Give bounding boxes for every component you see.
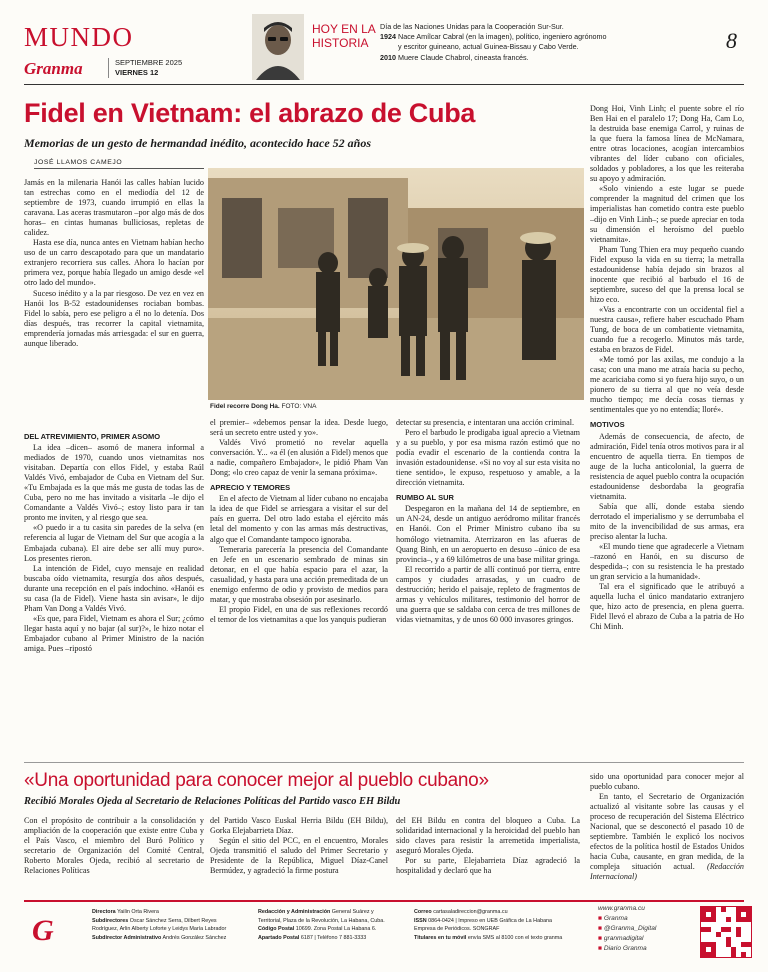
- footer-logo: G: [32, 914, 54, 947]
- paragraph: Pham Tung Thien era muy pequeño cuando Fidel expuso la vida en su tierra; la metralla estadounidense había dejado sin brazos al inocente que recibió al barbudo el 16 de septiembre, suceso del que la prensa local se hizo eco.: [590, 244, 744, 304]
- paragraph: Con el propósito de contribuir a la consolidación y ampliación de la cooperación que existe entre Cuba y el País Vasco, el miembro del Buró Político y secretario de Organización del Comité Central, Roberto Morales Ojeda, recibió al secretario de Relaciones Políticas: [24, 816, 204, 876]
- masthead-divider: [24, 84, 744, 85]
- paragraph: el premier– «debemos pensar la idea. Desde luego, será un secreto entre usted y yo».: [210, 418, 388, 438]
- paragraph: «El mundo tiene que agradecerle a Vietnam –razonó en Hanói, en su discurso de despedida–; con su resistencia le ha prestado un gran servicio a la humanidad».: [590, 542, 744, 582]
- footer-address: Redacción y Administración General Suárez y Territorial, Plaza de la Revolución, La Habana, Cuba. Código Postal 10699. Zona Postal La Habana 6. Apartado Postal 6187 | Teléfono 7 881-3333: [258, 909, 385, 941]
- article-photo: [208, 168, 584, 400]
- paragraph: Temeraria parecería la presencia del Comandante en Jefe en un escenario sembrado de minas sin detonar, en el que había espacio para el azar, la casualidad, y hasta para una acción premeditada de un enemigo enfermo de odio y provisto de medios para matar, y que mostraba obsesión por asesinarlo.: [210, 544, 388, 604]
- twitter-icon: ■: [598, 925, 602, 932]
- article-column-4: [590, 104, 744, 756]
- qr-code-icon[interactable]: [700, 906, 752, 958]
- paragraph: «O puedo ir a tu casita sin paredes de la selva (en referencia al lugar de Vietnam del Sur que acogía a la Embajada cubana). El aire debe ser allí muy puro». Los presentes rieron.: [24, 523, 204, 563]
- photo-image: [208, 168, 584, 400]
- paragraph: detectar su presencia, e intentaran una acción criminal.: [396, 418, 574, 427]
- paragraph: «Me tomó por las axilas, me condujo a la casa; con una mano me atraía hacia su pecho, me acariciaba como si yo fuera hijo suyo, o un pionero de su tierra al que no veía desde mucho tiempo; me decía cosas tiernas y sentimentales que yo no entendía; lloré».: [590, 355, 744, 415]
- youtube-link[interactable]: ■ Diario Granma: [598, 945, 647, 952]
- article2-headline: «Una oportunidad para conocer mejor al pueblo cubano»: [24, 770, 489, 791]
- paragraph: Valdés Vivó prometió no revelar aquella conversación. Y... «a él (en alusión a Fidel) menos que a nadie, compañero Embajador», le pidió Pham Van Dong; «lo creo capaz de venir la semana próxima».: [210, 438, 388, 478]
- history-entry: y escritor guineano, actual Guinea-Bissau y Cabo Verde.: [398, 42, 579, 52]
- instagram-icon: ■: [598, 935, 602, 942]
- paragraph: sido una oportunidad para conocer mejor al pueblo cubano.: [590, 772, 744, 792]
- section-heading: DEL ATREVIMIENTO, PRIMER ASOMO: [24, 432, 161, 441]
- paragraph: Por su parte, Elejabarrieta Díaz agradeció la hospitalidad y declaró que ha: [396, 856, 580, 876]
- caption-text: Fidel recorre Dong Ha.: [210, 403, 280, 410]
- paragraph: Según el sitio del PCC, en el encuentro, Morales Ojeda transmitió el saludo del Primer Secretario y Presidente de la República, Miguel Díaz-Canel Bermúdez, y agradeció la firme postura: [210, 836, 388, 876]
- paragraph: «Vas a encontrarte con un occidental fiel a nuestra causa», refiere haber escuchado Pham Tung, de boca de un combatiente vietnamita, cuando fue a recogerlo. Minutos más tarde, estaba en brazos de Fidel.: [590, 304, 744, 355]
- history-entry: 1924 Nace Amílcar Cabral (en la imagen), político, ingeniero agrónomo: [380, 32, 607, 42]
- paragraph: Hasta ese día, nunca antes en Vietnam habían hecho uso de un carro descapotado para que un mandatario extranjero recorriera sus calles. Ahora lo hacían por primera vez, porque había llegado un amigo desde «el otro lado del mundo».: [24, 238, 204, 288]
- paragraph: «Es que, para Fidel, Vietnam es ahora el Sur; ¿cómo llegar hasta aquí y no bajar (al sur)?», le hizo notar el Embajador cubano al Primer Ministro de la nación amiga. Pues –ripostó: [24, 613, 204, 653]
- paragraph: del Partido Vasco Euskal Herria Bildu (EH Bildu), Gorka Elejabarrieta Díaz.: [210, 816, 388, 836]
- history-label-line2: HISTORIA: [312, 36, 369, 50]
- article2-column-1: [24, 816, 204, 900]
- footer-contact: Correo cartasaladireccion@granma.cu ISSN 0864-0424 | Impreso en UEB Gráfica de La Habana Empresa de Periódicos. SONGRAF Titulares en tu móvil envía SMS al 8100 con el texto granma: [414, 909, 563, 941]
- facebook-icon: ■: [598, 915, 602, 922]
- instagram-link[interactable]: ■ granmadigital: [598, 935, 644, 942]
- paragraph: Sabía que allí, donde estaba siendo derrotado el imperialismo y se derrumbaba el mito de la invencibilidad de sus armas, era preciso alentar la lucha.: [590, 501, 744, 541]
- paragraph: La idea –dicen– asomó de manera informal a mediados de 1970, cuando unos vietnamitas nos visitaban. Departía con ellos Fidel, y estaba Raúl Valdés Vivó, embajador de Cuba en Vietnam del Sur. «Tu Embajada es la que más me gusta de todas las de Cuba, pero no me has invitado a visitarla –le dijo el Comandante a Valdés Vivó–; estoy listo para ir tan pronto me inviten, y al riesgo que sea.: [24, 443, 204, 523]
- byline-rule: [34, 168, 204, 169]
- article2-credit: (Redacción Internacional): [590, 862, 744, 882]
- paragraph: Pero el barbudo le prodigaba igual aprecio a Vietnam y a su pueblo, y por esa misma razón estimó que no podía evadir el escenario de la contienda contra la invasión estadounidense. «Si no voy al sur esta visita no tiene sentido», le expuso, respetuoso y amable, a la dirección vietnamita.: [396, 428, 580, 488]
- article2-column-4: [590, 772, 744, 900]
- paragraph: «Solo viniendo a este lugar se puede comprender la magnitud del crimen que los imperialistas han cometido contra este pueblo –dijo en Vinh Linh–; se puede apreciar en toda su dimensión el heroísmo del pueblo vietnamita».: [590, 184, 744, 244]
- date-month: SEPTIEMBRE 2025: [115, 58, 183, 67]
- paragraph: del EH Bildu en contra del bloqueo a Cuba. La solidaridad internacional y la heroicidad del pueblo han sido claves para resistir la arremetida imperialista, aseguró Morales Ojeda.: [396, 816, 580, 856]
- history-label-line1: HOY EN LA: [312, 22, 376, 36]
- paragraph: La intención de Fidel, cuyo mensaje en realidad buscaba oído vietnamita, resurgía dos años después, durante una recepción en el país indochino. «Hanói es su casa (la de Fidel). Viene hasta sin avisar», le dijo Pham Van Dong a Valdés Vivó.: [24, 563, 204, 613]
- article-headline: Fidel en Vietnam: el abrazo de Cuba: [24, 98, 476, 128]
- section-title: MUNDO: [24, 22, 134, 52]
- article-column-3: [396, 418, 580, 756]
- article-column-2: [210, 418, 388, 756]
- paragraph: Jamás en la milenaria Hanói las calles habían lucido tan estrechas como en el mediodía del 12 de septiembre de 1973, cuando irrumpió en ellas la caravana. Las aceras trasmutaron –por algo más de dos horas– en cintas humanas bulliciosas, repletas de calidez.: [24, 178, 204, 238]
- photo-caption: [210, 403, 316, 410]
- paragraph: Suceso inédito y a la par riesgoso. De vez en vez en Hanói los B-52 estadounidenses rociaban bombas. Fidel lo sabía, pero ese peligro a él no lo detenía. Dos días después, tras recorrer la capital vietnamita, emprendería jornadas más arriesgada: el sur en guerra, aunque liberado.: [24, 288, 204, 348]
- date-block: [108, 58, 182, 78]
- footer: [24, 902, 744, 962]
- article-column-1: [24, 178, 204, 426]
- paragraph: En tanto, el Secretario de Organización actualizó al visitante sobre las causas y el proceso de recuperación del Sistema Eléctrico Nacional, que se desconectó el pasado 10 de septiembre. También le explicó los nocivos efectos de la política hostil de Estados Unidos hacia Cuba, causante, en gran medida, de la compleja situación actual. (Redacción Internacional): [590, 792, 744, 882]
- paragraph: El recorrido a partir de allí continuó por tierra, entre campos y ciudades arrasadas, y un cuadro de destrucción; herido el paisaje, repleto de fragmentos de armas y vehículos militares, testimonio del horror de una guerra que se saldaba con cerca de tres millones de vidas vietnamitas, y de unos 60 000 invasores gringos.: [396, 564, 580, 624]
- article-subhead: Memorias de un gesto de hermandad inédito, acontecido hace 52 años: [24, 136, 372, 150]
- article-column-1b: [24, 432, 204, 757]
- twitter-link[interactable]: ■ @Granma_Digital: [598, 925, 657, 932]
- youtube-icon: ■: [598, 945, 602, 952]
- footer-staff: Directora Yailin Orta Rivera Subdirectores Oscar Sánchez Serra, Dilbert Reyes Rodríguez, Arlin Alberty Loforte y Leidys María Labrador Subdirector Administrativo Andrés González Sánchez: [92, 909, 227, 941]
- section-heading: APRECIO Y TEMORES: [210, 483, 291, 493]
- history-label: [312, 22, 376, 50]
- website-link[interactable]: www.granma.cu: [598, 905, 645, 912]
- section-heading: RUMBO AL SUR: [396, 493, 454, 503]
- footer-social: [598, 904, 694, 954]
- article2-subhead: Recibió Morales Ojeda al Secretario de Relaciones Políticas del Partido vasco EH Bildu: [24, 796, 401, 807]
- history-list: [380, 22, 710, 63]
- history-intro: Día de las Naciones Unidas para la Cooperación Sur-Sur.: [380, 22, 564, 31]
- article2-column-2: [210, 816, 388, 900]
- article-divider: [24, 762, 744, 763]
- portrait-image: [252, 14, 304, 80]
- page-number: 8: [726, 28, 737, 53]
- brand-logo: Granma: [24, 59, 83, 78]
- paragraph: En el afecto de Vietnam al líder cubano no encajaba la idea de que Fidel se arriesgara a visitar el sur del país en guerra. Del otro lado estaba el ejército más letal del momento y con las armas más destructivas, algo que el Comandante tampoco ignoraba.: [210, 494, 388, 544]
- paragraph: Dong Hoi, Vinh Linh; el puente sobre el río Ben Hai en el paralelo 17; Dong Ha, Cam Lo, la destruida base enemiga Carrol, y ruinas de la que fuera la famosa línea de McNamara, entre otras locaciones, acogían intercambios vibrantes del líder cubano con oficiales, soldados y pobladores, a los que les reiteraba su apoyo y admiración.: [590, 104, 744, 184]
- article2-column-3: [396, 816, 580, 900]
- history-entry: 2010 Muere Claude Chabrol, cineasta francés.: [380, 52, 529, 62]
- paragraph: Además de consecuencia, de afecto, de admiración, Fidel tenía otros motivos para ir al encuentro de aquella tierra. En tiempos de auge de la lucha anticolonial, la guerra de resistencia de aquel pueblo contra la ocupación estadounidense desbordaba la geografía vietnamita.: [590, 431, 744, 501]
- paragraph: Tal era el significado que le atribuyó a aquella lucha el único mandatario extranjero que, hizo acto de presencia, en plena guerra. Fidel llevó el abrazo de Cuba a la patria de Ho Chi Minh.: [590, 582, 744, 632]
- photo-credit: FOTO: VNA: [281, 403, 317, 410]
- paragraph: Despegaron en la mañana del 14 de septiembre, en un AN-24, desde un antiguo aeródromo militar francés en Hanói. Con el Primer Ministro cubano iba su homólogo vietnamita. Aterrizaron en las afueras de Quang Binh, en un aeropuerto en desuso –único de esa provincia–, y a 69 kilómetros de una base militar gringa.: [396, 504, 580, 564]
- facebook-link[interactable]: ■ Granma: [598, 915, 628, 922]
- date-weekday: VIERNES 12: [115, 68, 159, 77]
- section-heading: MOTIVOS: [590, 420, 625, 430]
- paragraph: El propio Fidel, en una de sus reflexiones recordó el temor de los vietnamitas a que los yanquis pudieran: [210, 604, 388, 624]
- article-byline: JOSÉ LLAMOS CAMEJO: [34, 159, 123, 166]
- history-portrait: [252, 14, 304, 80]
